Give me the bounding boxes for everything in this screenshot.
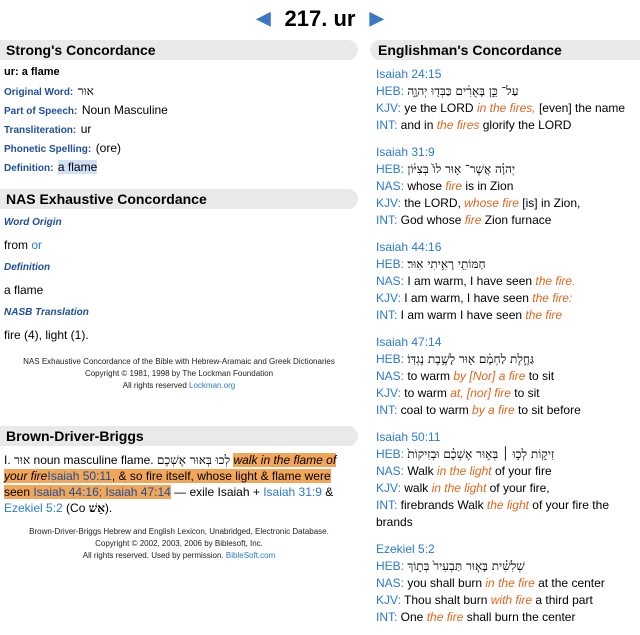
kjv-row (376, 290, 636, 307)
verse-text: a third part (532, 593, 593, 607)
heb-row (376, 446, 636, 463)
strongs-headword: ur: a flame (4, 66, 60, 78)
highlighted-word: at, [nor] fire (450, 386, 511, 400)
nas-row (376, 575, 636, 592)
kjv-row (376, 385, 636, 402)
highlighted-word: in the light (436, 464, 492, 478)
bdb-heading: Brown-Driver-Briggs (0, 426, 358, 446)
row-label: KJV: (376, 101, 405, 115)
row-label: KJV: (376, 593, 405, 607)
verse-ref-link[interactable]: Isaiah 50:11 (376, 430, 441, 444)
verse-ref-link[interactable]: Isaiah 31:9 (376, 145, 435, 159)
verse-ref-link[interactable]: Ezekiel 5:2 (376, 542, 435, 556)
row-label: INT: (376, 308, 401, 322)
verse-text: [even] the name (535, 101, 626, 115)
highlighted-word: by a fire (472, 403, 515, 417)
bdb-ref-isaiah-31-9[interactable]: Isaiah 31:9 (263, 485, 322, 499)
heb-row (376, 83, 636, 100)
int-row (376, 307, 636, 324)
strongs-field-phonetic: Phonetic Spelling: (ore) (4, 141, 122, 155)
hebrew-text: גַּחֶ֣לֶת לַחְמָ֔ם א֖וּר לָשֶׁ֥בֶת נֶגְדּֽוֹ׃ (407, 352, 534, 366)
highlighted-word: fire (464, 213, 482, 227)
word-origin-label: Word Origin (4, 217, 62, 228)
prev-entry-icon[interactable]: ◀ (256, 8, 271, 28)
highlighted-word: the fire: (532, 291, 573, 305)
verse-block (376, 428, 636, 531)
highlighted-word: the fires (436, 118, 480, 132)
verse-text: the LORD, (404, 196, 465, 210)
row-label: INT: (376, 118, 401, 132)
nasb-translation-label: NASB Translation (4, 307, 89, 318)
row-label: KJV: (376, 481, 405, 495)
kjv-row (376, 100, 636, 117)
lockman-link[interactable]: Lockman.org (189, 381, 236, 390)
verse-block (376, 238, 636, 324)
row-label: INT: (376, 498, 401, 512)
kjv-row (376, 195, 636, 212)
nas-row (376, 178, 636, 195)
verse-text: you shall burn (407, 576, 486, 590)
verse-text: Zion furnace (481, 213, 552, 227)
right-column (370, 40, 640, 635)
heb-row (376, 558, 636, 575)
page-title: 217. ur (284, 6, 356, 31)
verse-text: of your fire (491, 464, 552, 478)
verse-text: One (400, 610, 427, 624)
strongs-field-pos: Part of Speech: Noun Masculine (4, 103, 168, 117)
row-label: NAS: (376, 576, 408, 590)
verse-text: I am warm, I have seen (404, 291, 533, 305)
nas-footer: NAS Exhaustive Concordance of the Bible with Hebrew-Aramaic and Greek Dictionaries Copyright © 1981, 1998 by The Lockman Foundation All rights reserved Lockman.org (23, 357, 335, 390)
highlighted-word: with fire (490, 593, 533, 607)
verse-ref-link[interactable]: Isaiah 47:14 (376, 335, 442, 349)
bdb-ref-isaiah-44-47[interactable]: Isaiah 44:16; Isaiah 47:14 (33, 485, 171, 499)
heb-row (376, 161, 636, 178)
nas-row (376, 463, 636, 480)
int-row (376, 212, 636, 229)
page-header (0, 6, 640, 32)
verse-text: to warm (404, 386, 451, 400)
verse-text: glorify the LORD (479, 118, 572, 132)
verse-text: is in Zion (462, 179, 514, 193)
nasb-translation-value: fire (4), light (1). (4, 328, 89, 342)
heb-row (376, 351, 636, 368)
strongs-field-translit: Transliteration: ur (4, 122, 92, 136)
verse-text: I am warm I have seen (400, 308, 526, 322)
row-label: NAS: (376, 274, 408, 288)
int-row (376, 497, 636, 514)
highlighted-word: the light (486, 498, 529, 512)
int-row (376, 609, 636, 626)
highlighted-word: by [Nor] a fire (453, 369, 526, 383)
highlighted-word: the fire (525, 308, 563, 322)
highlighted-word: fire (445, 179, 463, 193)
verse-text: to warm (407, 369, 454, 383)
englishman-heading: Englishman's Concordance (370, 40, 640, 60)
verse-text: [is] in Zion, (518, 196, 581, 210)
definition-label: Definition (4, 262, 51, 273)
strongs-field-definition: Definition: a flame (4, 160, 98, 174)
highlighted-word: the fire. (535, 274, 576, 288)
hebrew-text: זִיק֑וֹת לְכ֣וּ ׀ בְּא֣וּר אֶשְׁכֶ֗ם וּבְזִיקוֹת֙ (407, 447, 555, 461)
verse-block (376, 143, 636, 229)
hebrew-text: יְהוָ֗ה אֲשֶׁר־ א֥וּר לוֹ֙ בְּצִיּ֔וֹן (407, 162, 516, 176)
bdb-ref-isaiah-50-11[interactable]: Isaiah 50:11 (47, 469, 112, 483)
row-label: NAS: (376, 464, 408, 478)
bdb-footer: Brown-Driver-Briggs Hebrew and English Lexicon, Unabridged, Electronic Database. Copyright © 2002, 2003, 2006 by Biblesoft, Inc. All rights reserved. Used by permission. BibleSoft.com (29, 527, 329, 560)
row-label: INT: (376, 213, 401, 227)
strongs-heading: Strong's Concordance (0, 40, 358, 60)
kjv-row (376, 480, 636, 497)
verse-text: and in (400, 118, 437, 132)
highlighted-word: the fire (426, 610, 464, 624)
nas-row (376, 368, 636, 385)
biblesoft-link[interactable]: BibleSoft.com (225, 551, 276, 560)
highlighted-word: whose fire (464, 196, 519, 210)
verse-block (376, 540, 636, 626)
row-label: NAS: (376, 369, 408, 383)
row-label: KJV: (376, 196, 405, 210)
verse-text: coal to warm (400, 403, 473, 417)
highlighted-word: in the fire (485, 576, 535, 590)
verse-ref-link[interactable]: Isaiah 44:16 (376, 240, 442, 254)
row-label: INT: (376, 610, 401, 624)
highlighted-word: in the light (431, 481, 487, 495)
highlighted-word: in the fires, (476, 101, 536, 115)
word-origin-link[interactable]: or (31, 238, 43, 252)
verse-text: to sit (525, 369, 555, 383)
verse-text: Walk (407, 464, 437, 478)
bdb-ref-ezekiel-5-2[interactable]: Ezekiel 5:2 (4, 501, 63, 515)
strongs-field-original: Original Word: אוּר (4, 84, 94, 98)
verse-text: to sit before (514, 403, 581, 417)
verse-text: ye the LORD (404, 101, 477, 115)
verse-list (370, 60, 640, 626)
verse-text: firebrands Walk (400, 498, 487, 512)
verse-ref-link[interactable]: Isaiah 24:15 (376, 67, 442, 81)
row-label: HEB: (376, 162, 408, 176)
verse-text: walk (404, 481, 432, 495)
next-entry-icon[interactable]: ▶ (369, 8, 384, 28)
hebrew-text: עַל־ כֵּ֣ן בָּאֻרִ֔ים כַּבְּד֖וּ יְהוָ֑ה (407, 84, 519, 98)
nas-row (376, 273, 636, 290)
verse-text: shall burn the center (463, 610, 576, 624)
hebrew-text: חַמּוֹתִ֖י רָאִ֥יתִי אֽוּר׃ (407, 257, 486, 271)
left-column (0, 40, 358, 562)
hebrew-text: שְׁלִשִׁ֗ית בָּא֤וּר תַּבְעִיר֙ בְּת֣וֹךְ (407, 559, 525, 573)
row-label: INT: (376, 403, 401, 417)
verse-text: to sit (510, 386, 540, 400)
verse-text: God whose (400, 213, 465, 227)
verse-text: Thou shalt burn (404, 593, 491, 607)
verse-text: of your fire the (528, 498, 609, 512)
row-label: HEB: (376, 257, 408, 271)
verse-text: whose (407, 179, 446, 193)
word-origin-value: from or (4, 238, 43, 252)
int-row (376, 117, 636, 134)
definition-value: a flame (4, 283, 44, 297)
verse-text: of your fire, (486, 481, 550, 495)
row-label: HEB: (376, 84, 408, 98)
verse-block (376, 333, 636, 419)
verse-text: at the center (534, 576, 605, 590)
row-label: HEB: (376, 559, 408, 573)
int-row-wrap: brands (376, 515, 413, 529)
verse-text: I am warm, I have seen (407, 274, 536, 288)
int-row (376, 402, 636, 419)
nas-heading: NAS Exhaustive Concordance (0, 189, 358, 209)
heb-row (376, 256, 636, 273)
row-label: NAS: (376, 179, 408, 193)
bdb-entry: I. אוּר noun masculine flame. לְכוּ בְּאוּר אֶשְׁכֶם walk in the flame of your fireIsaiah 50:11, & so fire itself, whose light & flame were seen Isaiah 44:16; Isaiah 47:14 — exile Isaiah + Isaiah 31:9 & Ezekiel 5:2 (Co אֵשׁ). (4, 453, 337, 515)
verse-block (376, 65, 636, 134)
row-label: KJV: (376, 291, 405, 305)
kjv-row (376, 592, 636, 609)
row-label: KJV: (376, 386, 405, 400)
row-label: HEB: (376, 447, 408, 461)
row-label: HEB: (376, 352, 408, 366)
